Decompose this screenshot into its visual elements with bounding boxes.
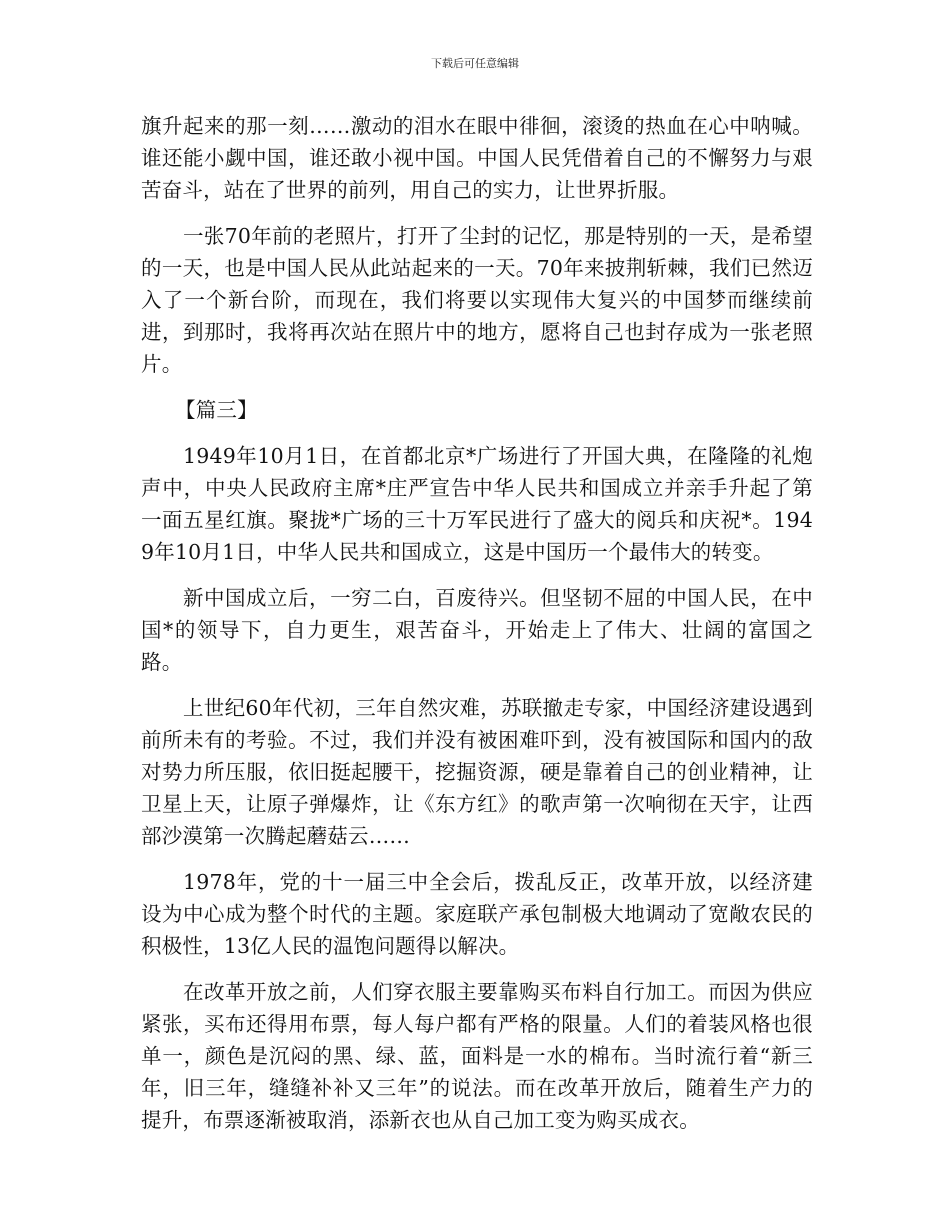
paragraph-1: 旗升起来的那一刻……激动的泪水在眼中徘徊，滚烫的热血在心中呐喊。谁还能小觑中国，谁还敢小视中国。中国人民凭借着自己的不懈努力与艰苦奋斗，站在了世界的前列，用自己的实力，让世界折服。 (141, 114, 813, 202)
paragraph-6: 1978年，党的十一届三中全会后，拨乱反正，改革开放，以经济建设为中心成为整个时代的主题。家庭联产承包制极大地调动了宽敞农民的积极性，13亿人民的温饱问题得以解决。 (141, 870, 813, 958)
section-heading: 【篇三】 (175, 398, 258, 422)
paragraph-7: 在改革开放之前，人们穿衣服主要靠购买布料自行加工。而因为供应紧张，买布还得用布票，每人每户都有严格的限量。人们的着装风格也很单一，颜色是沉闷的黑、绿、蓝，面料是一水的棉布。当时流行着“新三年，旧三年，缝缝补补又三年”的说法。而在改革开放后，随着生产力的提升，布票逐渐被取消，添新衣也从自己加工变为购买成衣。 (141, 980, 813, 1132)
paragraph-4: 新中国成立后，一穷二白，百废待兴。但坚韧不屈的中国人民，在中国*的领导下，自力更生，艰苦奋斗，开始走上了伟大、壮阔的富国之路。 (141, 586, 813, 674)
paragraph-2: 一张70年前的老照片，打开了尘封的记忆，那是特别的一天，是希望的一天，也是中国人民从此站起来的一天。70年来披荆斩棘，我们已然迈入了一个新台阶，而现在，我们将要以实现伟大复兴的中国梦而继续前进，到那时，我将再次站在照片中的地方，愿将自己也封存成为一张老照片。 (141, 224, 813, 376)
page-header-note: 下载后可任意编辑 (431, 57, 519, 70)
paragraph-3: 1949年10月1日，在首都北京*广场进行了开国大典，在隆隆的礼炮声中，中央人民政府主席*庄严宣告中华人民共和国成立并亲手升起了第一面五星红旗。聚拢*广场的三十万军民进行了盛大的阅兵和庆祝*。1949年10月1日，中华人民共和国成立，这是中国历一个最伟大的转变。 (141, 444, 813, 564)
document-body (141, 110, 813, 1150)
paragraph-5: 上世纪60年代初，三年自然灾难，苏联撤走专家，中国经济建设遇到前所未有的考验。不过，我们并没有被困难吓到，没有被国际和国内的敌对势力所压服，依旧挺起腰干，挖掘资源，硬是靠着自己的创业精神，让卫星上天，让原子弹爆炸，让《东方红》的歌声第一次响彻在天宇，让西部沙漠第一次腾起蘑菇云…… (141, 696, 813, 848)
